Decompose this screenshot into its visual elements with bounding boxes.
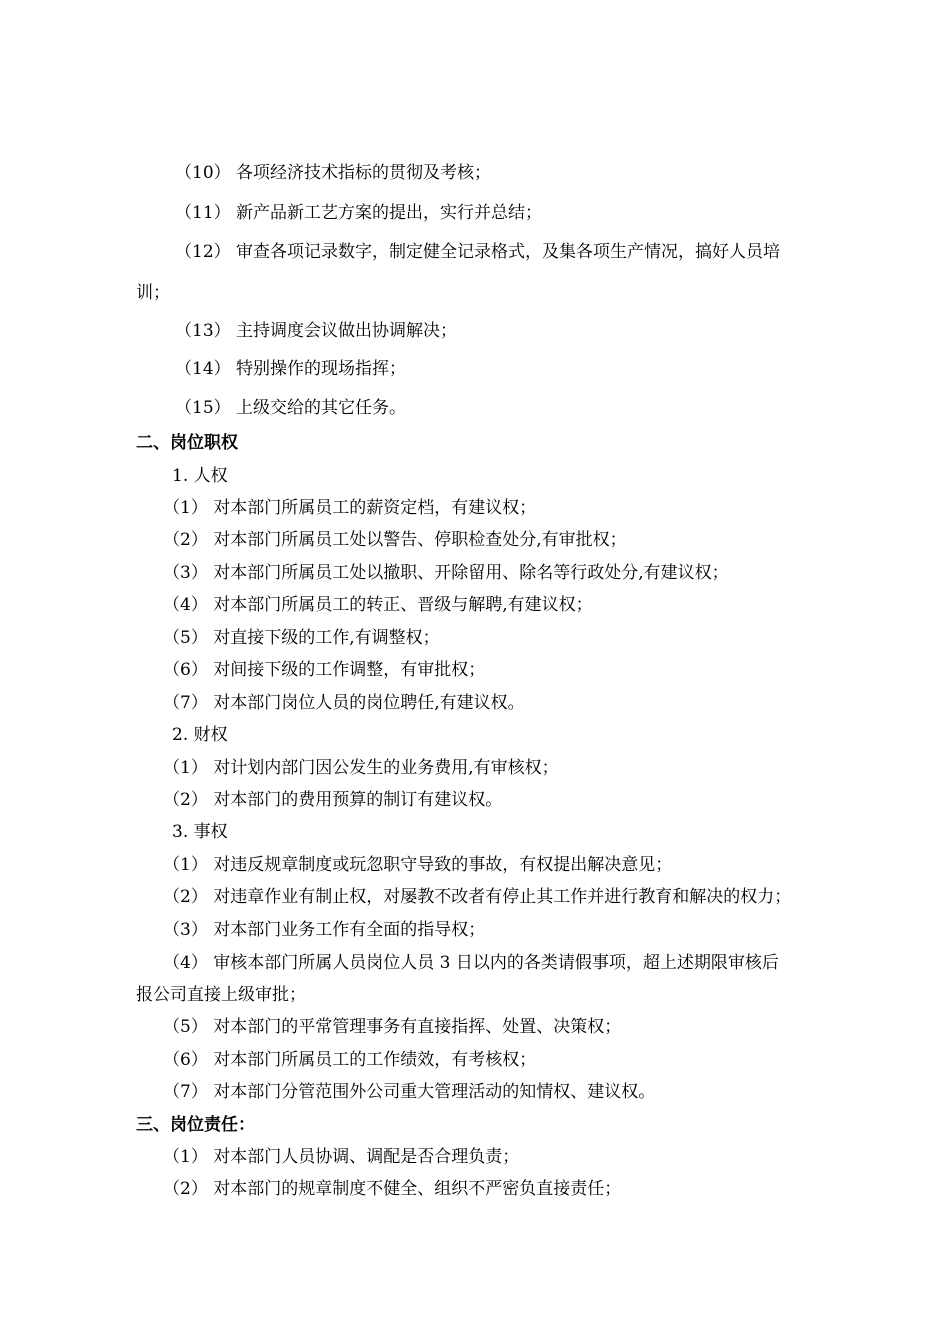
item-text: 审查各项记录数字，制定健全记录格式，及集各项生产情况，搞好人员培: [236, 242, 781, 262]
item-number: （2）: [163, 530, 208, 550]
item-text: 审核本部门所属人员岗位人员 3 日以内的各类请假事项，超上述期限审核后: [213, 953, 779, 973]
list-item: [175, 241, 780, 263]
list-item: [163, 594, 593, 616]
item-number: （5）: [163, 1017, 208, 1037]
item-text: 对本部门岗位人员的岗位聘任,有建议权。: [213, 693, 525, 713]
subsection-title: 3. 事权: [172, 822, 228, 842]
list-item: [175, 320, 457, 342]
item-text: 对本部门人员协调、调配是否合理负责；: [213, 1147, 520, 1167]
item-number: （11）: [175, 203, 231, 223]
list-item: [163, 627, 440, 649]
item-number: （3）: [163, 920, 208, 940]
list-item: [163, 659, 485, 681]
item-text: 对本部门所属员工的工作绩效，有考核权；: [213, 1050, 537, 1070]
list-item: [163, 692, 525, 714]
item-number: （7）: [163, 1082, 208, 1102]
list-item-continuation: 报公司直接上级审批；: [136, 985, 306, 1005]
item-text: 各项经济技术指标的贯彻及考核；: [236, 163, 492, 183]
item-text: 对本部门分管范围外公司重大管理活动的知情权、建议权。: [213, 1082, 656, 1102]
list-item: [163, 1081, 655, 1103]
item-text: 特别操作的现场指挥；: [236, 359, 407, 379]
list-item: [163, 757, 559, 779]
list-item: [175, 202, 542, 224]
item-number: （13）: [175, 321, 231, 341]
list-item: [163, 886, 791, 908]
item-text: 对计划内部门因公发生的业务费用,有审核权；: [213, 758, 559, 778]
list-item: [163, 529, 627, 551]
item-text: 对本部门所属员工的薪资定档，有建议权；: [213, 498, 537, 518]
list-item: [163, 562, 729, 584]
item-number: （10）: [175, 163, 231, 183]
item-number: （7）: [163, 693, 208, 713]
item-number: （1）: [163, 1147, 208, 1167]
item-text: 对违章作业有制止权，对屡教不改者有停止其工作并进行教育和解决的权力；: [213, 887, 792, 907]
list-item: [163, 1146, 519, 1168]
item-number: （15）: [175, 398, 231, 418]
list-item: [163, 497, 536, 519]
item-number: （14）: [175, 359, 231, 379]
item-text: 对直接下级的工作,有调整权；: [213, 628, 440, 648]
item-number: （2）: [163, 1179, 208, 1199]
item-number: （4）: [163, 595, 208, 615]
subsection-title: 1. 人权: [172, 466, 228, 486]
list-item: [163, 854, 672, 876]
item-number: （4）: [163, 953, 208, 973]
item-text: 对本部门所属员工处以撤职、开除留用、除名等行政处分,有建议权；: [213, 563, 729, 583]
item-text: 主持调度会议做出协调解决；: [236, 321, 458, 341]
list-item: [163, 1049, 536, 1071]
item-number: （1）: [163, 498, 208, 518]
item-number: （3）: [163, 563, 208, 583]
list-item: [163, 919, 485, 941]
item-number: （1）: [163, 758, 208, 778]
item-number: （2）: [163, 887, 208, 907]
item-number: （1）: [163, 855, 208, 875]
list-item: [163, 1016, 621, 1038]
list-item: [163, 1178, 621, 1200]
section-heading: 二、岗位职权: [136, 433, 238, 453]
item-number: （5）: [163, 628, 208, 648]
item-text: 对本部门的规章制度不健全、组织不严密负直接责任；: [213, 1179, 622, 1199]
item-text: 对本部门所属员工处以警告、停职检查处分,有审批权；: [213, 530, 627, 550]
item-number: （6）: [163, 660, 208, 680]
item-number: （6）: [163, 1050, 208, 1070]
list-item: [163, 789, 502, 811]
item-text: 新产品新工艺方案的提出，实行并总结；: [236, 203, 543, 223]
item-text: 对间接下级的工作调整，有审批权；: [213, 660, 486, 680]
list-item-continuation: 训；: [136, 283, 170, 303]
list-item: [175, 358, 406, 380]
item-text: 对本部门业务工作有全面的指导权；: [213, 920, 486, 940]
item-text: 对违反规章制度或玩忽职守导致的事故，有权提出解决意见；: [213, 855, 673, 875]
item-text: 对本部门的费用预算的制订有建议权。: [213, 790, 503, 810]
item-number: （12）: [175, 242, 231, 262]
item-text: 对本部门所属员工的转正、晋级与解聘,有建议权；: [213, 595, 593, 615]
item-text: 上级交给的其它任务。: [236, 398, 407, 418]
list-item: [163, 952, 779, 974]
list-item: [175, 397, 406, 419]
section-heading: 三、岗位责任：: [136, 1115, 255, 1135]
list-item: [175, 162, 491, 184]
item-text: 对本部门的平常管理事务有直接指挥、处置、决策权；: [213, 1017, 622, 1037]
item-number: （2）: [163, 790, 208, 810]
subsection-title: 2. 财权: [172, 725, 228, 745]
